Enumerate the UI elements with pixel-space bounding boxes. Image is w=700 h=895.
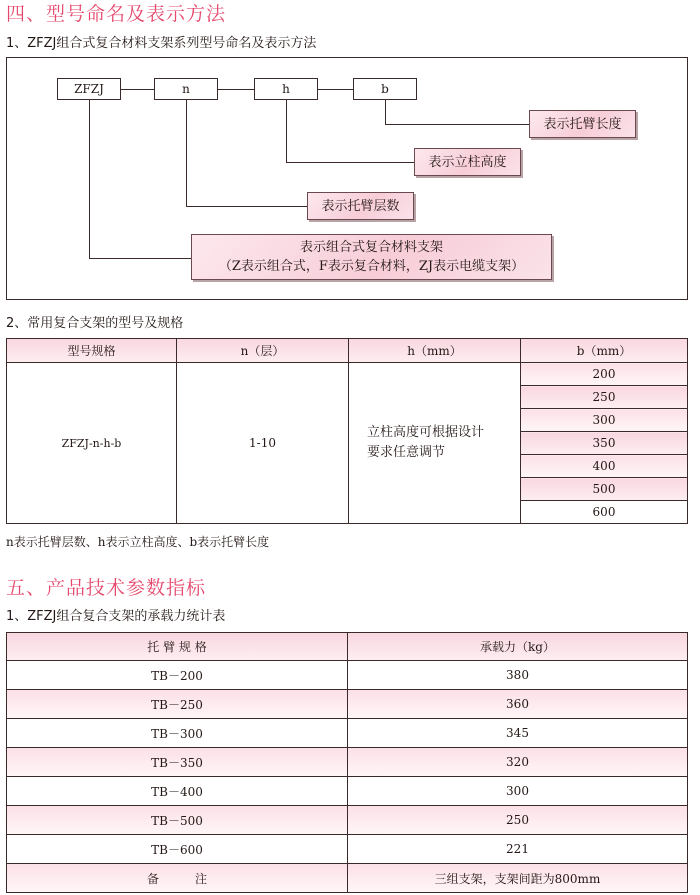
load-header-capacity: 承载力（kg） — [348, 633, 688, 661]
table-row — [7, 864, 688, 893]
leader-line-h — [286, 162, 414, 163]
desc-box-b — [529, 110, 636, 138]
section5-subtitle-1: 1、ZFZJ组合复合支架的承载力统计表 — [6, 609, 226, 624]
table-row — [7, 363, 688, 386]
desc-box-zfzj — [191, 234, 552, 280]
desc-h-text: 表示立柱高度 — [428, 154, 507, 170]
spec-b-value: 200 — [521, 363, 688, 386]
table-row — [7, 748, 688, 777]
load-table-header — [7, 633, 688, 661]
leader-line-zfzj — [89, 100, 90, 258]
spec-b-value: 300 — [521, 409, 688, 432]
spec-b-value: 350 — [521, 432, 688, 455]
load-remark-value: 三组支架，支架间距为800mm — [348, 864, 688, 893]
spec-b-value: 400 — [521, 455, 688, 478]
leader-line-b — [385, 124, 529, 125]
spec-table-header — [7, 339, 688, 363]
table-row — [7, 777, 688, 806]
load-header-spec: 托 臂 规 格 — [7, 633, 348, 661]
load-value-cell: 360 — [348, 690, 688, 719]
spec-b-value: 600 — [521, 501, 688, 524]
table-row — [7, 661, 688, 690]
desc-b-text: 表示托臂长度 — [543, 116, 622, 132]
leader-line-b — [385, 100, 386, 124]
connector-line — [318, 89, 353, 90]
code-box-n: n — [154, 78, 218, 100]
section4-subtitle-1: 1、ZFZJ组合式复合材料支架系列型号命名及表示方法 — [6, 36, 317, 51]
desc-box-h — [414, 148, 521, 176]
section4-subtitle-2: 2、常用复合支架的型号及规格 — [6, 316, 184, 331]
load-spec-cell: TB－350 — [7, 748, 348, 777]
desc-main-line-2: （Z表示组合式，F表示复合材料，ZJ表示电缆支架） — [218, 259, 525, 274]
connector-line — [218, 89, 254, 90]
load-value-cell: 320 — [348, 748, 688, 777]
load-spec-cell: TB－500 — [7, 806, 348, 835]
code-box-b: b — [353, 78, 417, 100]
desc-main-line-1: 表示组合式复合材料支架 — [299, 240, 443, 255]
spec-h-desc-2: 要求任意调节 — [367, 445, 446, 460]
table-row — [7, 719, 688, 748]
load-spec-cell: TB－400 — [7, 777, 348, 806]
load-remark-label: 备 注 — [7, 864, 348, 893]
section5-title: 五、产品技术参数指标 — [6, 577, 207, 599]
spec-legend: n表示托臂层数、h表示立柱高度、b表示托臂长度 — [6, 535, 270, 549]
load-spec-cell: TB－200 — [7, 661, 348, 690]
table-row — [7, 690, 688, 719]
code-box-zfzj: ZFZJ — [57, 78, 121, 100]
leader-line-n — [186, 100, 187, 206]
leader-line-zfzj — [89, 258, 191, 259]
code-box-h: h — [254, 78, 318, 100]
leader-line-h — [286, 100, 287, 162]
connector-line — [121, 89, 154, 90]
load-value-cell: 300 — [348, 777, 688, 806]
spec-b-value: 500 — [521, 478, 688, 501]
load-value-cell: 380 — [348, 661, 688, 690]
load-value-cell: 250 — [348, 806, 688, 835]
desc-n-text: 表示托臂层数 — [321, 198, 400, 214]
load-value-cell: 221 — [348, 835, 688, 864]
load-table — [6, 632, 688, 893]
load-spec-cell: TB－600 — [7, 835, 348, 864]
load-spec-cell: TB－300 — [7, 719, 348, 748]
spec-header-b: b（mm） — [521, 339, 688, 363]
spec-header-h: h（mm） — [349, 339, 521, 363]
spec-table — [6, 338, 688, 524]
naming-diagram — [6, 57, 688, 300]
load-spec-cell: TB－250 — [7, 690, 348, 719]
leader-line-n — [186, 206, 307, 207]
spec-h-cell — [349, 363, 521, 524]
section4-title: 四、型号命名及表示方法 — [6, 3, 227, 25]
spec-header-model: 型号规格 — [7, 339, 177, 363]
table-row — [7, 835, 688, 864]
spec-h-desc-1: 立柱高度可根据设计 — [367, 425, 485, 440]
spec-model-cell: ZFZJ-n-h-b — [7, 363, 177, 524]
spec-header-n: n（层） — [177, 339, 349, 363]
spec-n-cell: 1-10 — [177, 363, 349, 524]
desc-box-n — [307, 192, 414, 220]
spec-b-value: 250 — [521, 386, 688, 409]
table-row — [7, 806, 688, 835]
load-value-cell: 345 — [348, 719, 688, 748]
